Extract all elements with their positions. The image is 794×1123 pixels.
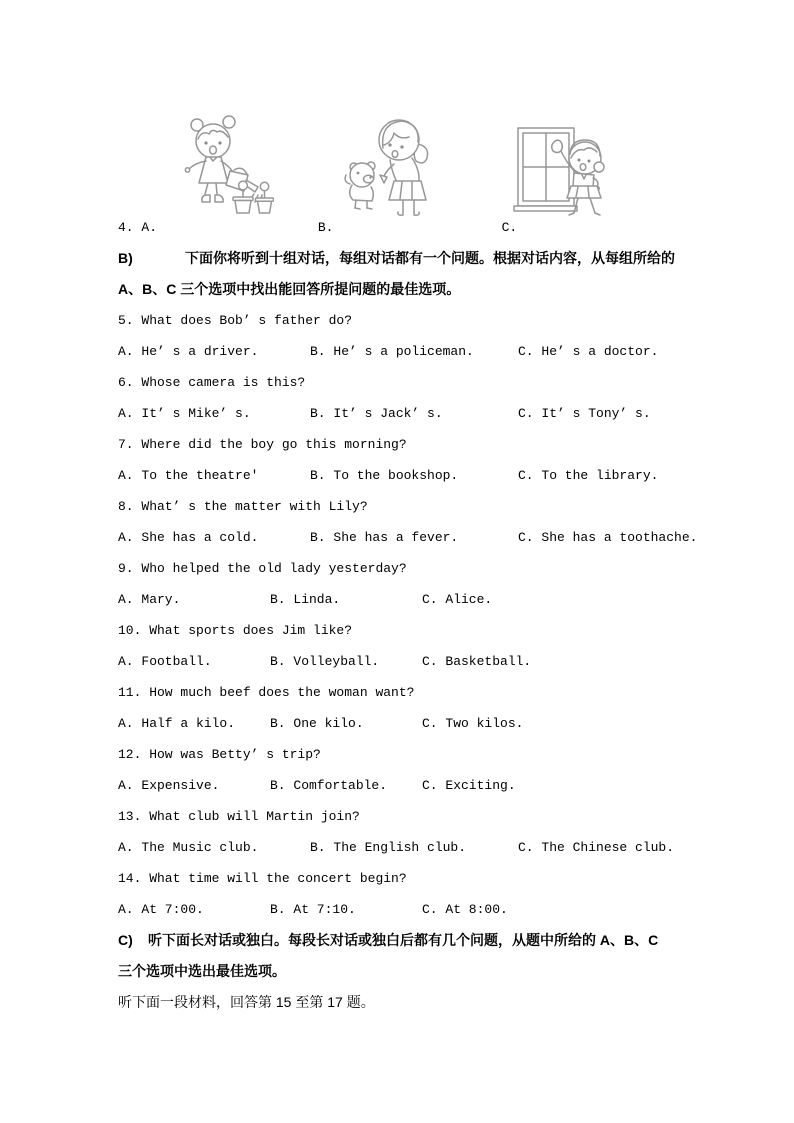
option-c: C. At 8:00. <box>422 902 508 917</box>
option-b: B. To the bookshop. <box>310 468 459 483</box>
question-options <box>118 460 706 491</box>
option-a: A. Expensive. <box>118 778 220 793</box>
picture-b-label: B. <box>317 220 334 235</box>
material-note: 听下面一段材料，回答第 15 至第 17 题。 <box>118 994 375 1010</box>
option-c: C. It’ s Tony’ s. <box>518 406 651 421</box>
question-options <box>118 336 706 367</box>
section-b-text: 下面你将听到十组对话，每组对话都有一个问题。根据对话内容，从每组所给的 A、B、C 三个选项中找出能回答所提问题的最佳选项。 <box>118 250 675 297</box>
question-text: 9. Who helped the old lady yesterday? <box>118 561 407 576</box>
option-b: B. At 7:10. <box>270 902 356 917</box>
option-c: C. Two kilos. <box>422 716 524 731</box>
question-text: 6. Whose camera is this? <box>118 375 306 390</box>
option-b: B. One kilo. <box>270 716 364 731</box>
question-options <box>118 522 706 553</box>
question-options <box>118 584 706 615</box>
question-text: 13. What club will Martin join? <box>118 809 360 824</box>
section-b-instructions <box>118 243 693 305</box>
question-options <box>118 770 706 801</box>
question-options <box>118 708 706 739</box>
question-text: 7. Where did the boy go this morning? <box>118 437 407 452</box>
question-text: 10. What sports does Jim like? <box>118 623 353 638</box>
girl-cleaning-window-illustration <box>512 120 608 220</box>
option-a: A. It’ s Mike’ s. <box>118 406 251 421</box>
option-c: C. Alice. <box>422 592 493 607</box>
question-options <box>118 894 706 925</box>
question-text: 11. How much beef does the woman want? <box>118 685 415 700</box>
option-a: A. Football. <box>118 654 212 669</box>
option-b: B. She has a fever. <box>310 530 459 545</box>
question-text: 12. How was Betty’ s trip? <box>118 747 321 762</box>
option-c: C. He’ s a doctor. <box>518 344 659 359</box>
option-a: A. She has a cold. <box>118 530 259 545</box>
question-options <box>118 646 706 677</box>
option-b: B. Linda. <box>270 592 341 607</box>
question-text: 8. What’ s the matter with Lily? <box>118 499 368 514</box>
question-options <box>118 398 706 429</box>
section-b-prefix: B) <box>118 250 133 266</box>
option-a: A. To the theatre' <box>118 468 259 483</box>
question-options <box>118 832 706 863</box>
option-a: A. He’ s a driver. <box>118 344 259 359</box>
question-4-label: 4. A. <box>118 220 158 235</box>
girl-feeding-dog-illustration <box>342 112 434 222</box>
option-c: C. To the library. <box>518 468 659 483</box>
option-b: B. He’ s a policeman. <box>310 344 474 359</box>
option-b: B. It’ s Jack’ s. <box>310 406 443 421</box>
option-c: C. The Chinese club. <box>518 840 675 855</box>
option-b: B. Comfortable. <box>270 778 388 793</box>
option-c: C. Exciting. <box>422 778 516 793</box>
option-c: C. She has a toothache. <box>518 530 698 545</box>
option-a: A. Mary. <box>118 592 181 607</box>
picture-labels-row <box>118 212 706 243</box>
option-b: B. Volleyball. <box>270 654 380 669</box>
section-c-text: 听下面长对话或独白。每段长对话或独白后都有几个问题，从题中所给的 A、B、C 三个选项中选出最佳选项。 <box>118 932 659 979</box>
picture-c-label: C. <box>501 220 518 235</box>
option-a: A. Half a kilo. <box>118 716 236 731</box>
option-a: A. At 7:00. <box>118 902 204 917</box>
option-c: C. Basketball. <box>422 654 532 669</box>
question-text: 5. What does Bob’ s father do? <box>118 313 353 328</box>
question-text: 14. What time will the concert begin? <box>118 871 407 886</box>
section-c-instructions <box>118 925 663 987</box>
girl-watering-flowers-illustration <box>178 114 274 218</box>
option-b: B. The English club. <box>310 840 467 855</box>
section-c-prefix: C) <box>118 932 133 948</box>
option-a: A. The Music club. <box>118 840 259 855</box>
